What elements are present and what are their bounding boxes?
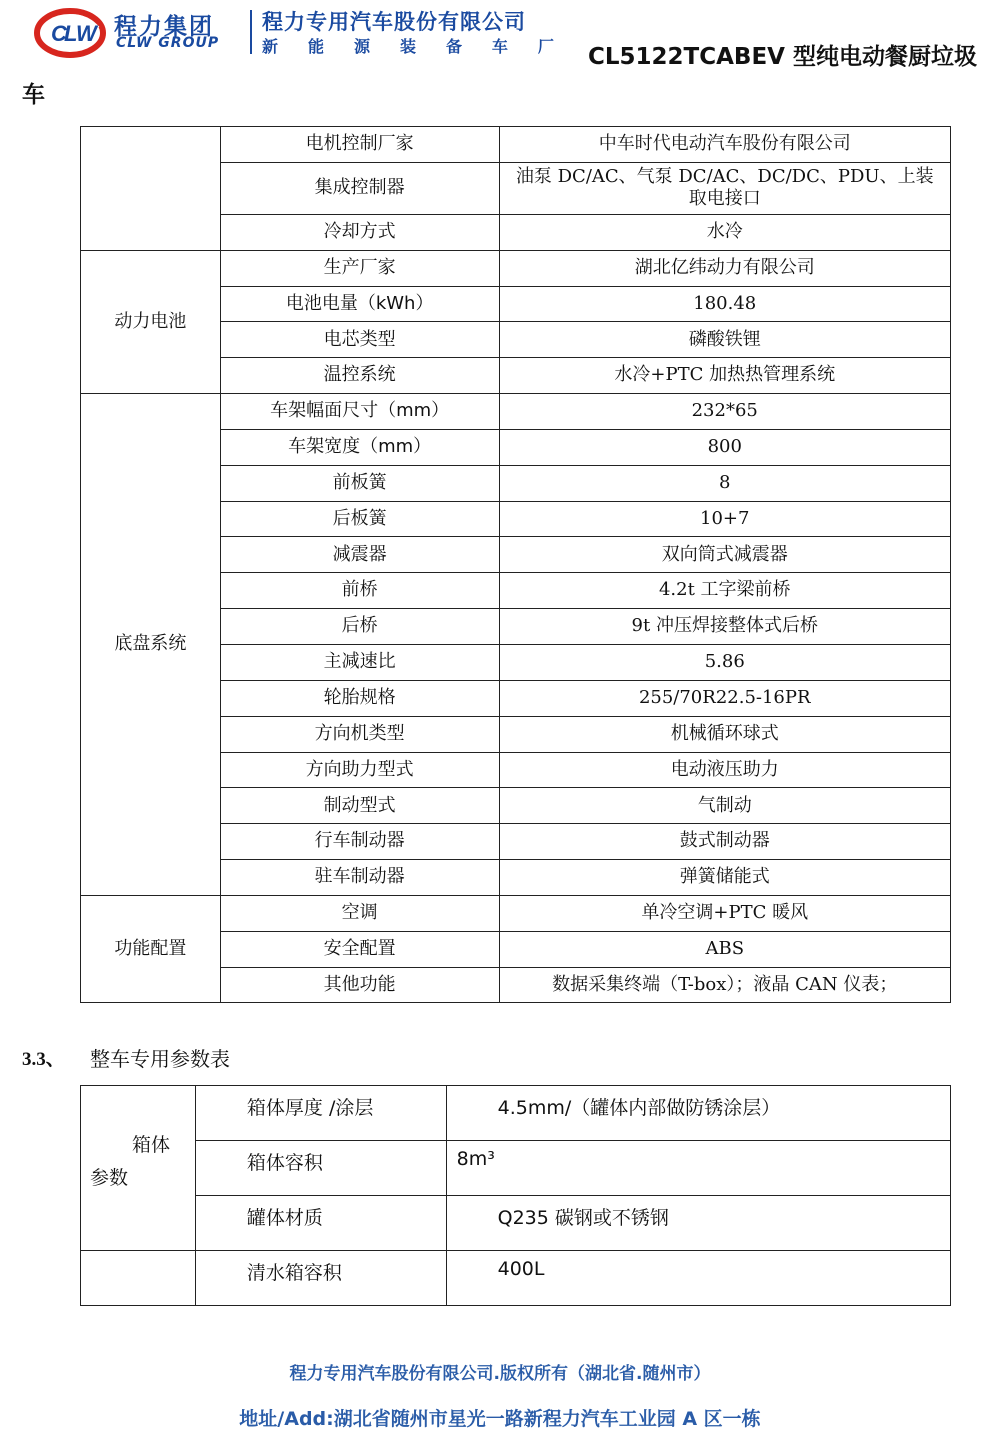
- category-cell-empty: [81, 1251, 196, 1306]
- spec-value: 水冷+PTC 加热热管理系统: [499, 358, 951, 394]
- category-cell-body: [81, 1086, 196, 1251]
- spec-value: 机械循环球式: [499, 716, 951, 752]
- category-label-line1: 箱体: [132, 1134, 171, 1156]
- spec-value: 湖北亿纬动力有限公司: [499, 250, 951, 286]
- spec-item: 轮胎规格: [220, 680, 499, 716]
- company-name: 程力专用汽车股份有限公司: [262, 10, 526, 34]
- category-label-line2: 参数: [90, 1167, 129, 1190]
- spec-value: 数据采集终端（T-box）；液晶 CAN 仪表；: [499, 967, 951, 1003]
- section-title: 整车专用参数表: [90, 1047, 230, 1071]
- category-cell-features: 功能配置: [81, 895, 221, 1003]
- spec-value: 弹簧储能式: [499, 860, 951, 896]
- spec-item: 后板簧: [220, 501, 499, 537]
- spec-item: 方向助力型式: [220, 752, 499, 788]
- spec-value: ABS: [499, 931, 951, 967]
- category-cell-chassis: 底盘系统: [81, 394, 221, 896]
- spec-item: 电池电量（kWh）: [220, 286, 499, 322]
- header-divider: [250, 10, 252, 54]
- spec-item: 前桥: [220, 573, 499, 609]
- param-item: 箱体容积: [195, 1141, 446, 1196]
- param-value: Q235 碳钢或不锈钢: [446, 1196, 950, 1251]
- footer-address: 地址/Add:湖北省随州市星光一路新程力汽车工业园 A 区一栋: [239, 1408, 761, 1430]
- spec-item: 电芯类型: [220, 322, 499, 358]
- company-subtitle-char: 能: [307, 37, 324, 56]
- table-row: [81, 895, 951, 931]
- spec-value: 8: [499, 465, 951, 501]
- table-row: [81, 394, 951, 430]
- company-subtitle-char: 装: [399, 37, 416, 56]
- spec-item: 其他功能: [220, 967, 499, 1003]
- document-title: CL5122TCABEV 型纯电动餐厨垃圾: [588, 44, 977, 70]
- footer-copyright: 程力专用汽车股份有限公司.版权所有（湖北省.随州市）: [289, 1364, 711, 1384]
- spec-item: 温控系统: [220, 358, 499, 394]
- param-item: 箱体厚度 /涂层: [195, 1086, 446, 1141]
- param-item: 清水箱容积: [195, 1251, 446, 1306]
- table-row: [81, 1251, 951, 1306]
- company-subtitle-char: 备: [445, 37, 462, 56]
- table-row: [81, 1086, 951, 1141]
- spec-value: 气制动: [499, 788, 951, 824]
- spec-item: 方向机类型: [220, 716, 499, 752]
- section-number: 3.3、: [22, 1049, 65, 1070]
- spec-value: 中车时代电动汽车股份有限公司: [499, 127, 951, 163]
- company-subtitle: [262, 34, 554, 57]
- spec-item: 冷却方式: [220, 214, 499, 250]
- spec-value: 水冷: [499, 214, 951, 250]
- company-subtitle-char: 源: [353, 37, 370, 56]
- spec-item: 电机控制厂家: [220, 127, 499, 163]
- spec-value: 255/70R22.5-16PR: [499, 680, 951, 716]
- spec-item: 空调: [220, 895, 499, 931]
- spec-item: 主减速比: [220, 644, 499, 680]
- spec-value: 9t 冲压焊接整体式后桥: [499, 609, 951, 645]
- spec-value: 4.2t 工字梁前桥: [499, 573, 951, 609]
- spec-value: 双向筒式减震器: [499, 537, 951, 573]
- spec-value: 180.48: [499, 286, 951, 322]
- param-value: 8m³: [446, 1141, 950, 1196]
- category-cell-motor: [81, 127, 221, 251]
- spec-item: 减震器: [220, 537, 499, 573]
- table-row: [81, 1196, 951, 1251]
- spec-item: 安全配置: [220, 931, 499, 967]
- company-subtitle-char: 新: [262, 37, 279, 56]
- param-item: 罐体材质: [195, 1196, 446, 1251]
- document-title-continued: 车: [22, 82, 45, 108]
- spec-item: 行车制动器: [220, 824, 499, 860]
- spec-value: 10+7: [499, 501, 951, 537]
- svg-text:C: C: [51, 21, 67, 46]
- svg-text:W: W: [76, 21, 97, 46]
- spec-item: 后桥: [220, 609, 499, 645]
- company-subtitle-char: 车: [491, 37, 508, 56]
- spec-value: 5.86: [499, 644, 951, 680]
- spec-item: 生产厂家: [220, 250, 499, 286]
- spec-item: 集成控制器: [220, 162, 499, 214]
- spec-value: 800: [499, 429, 951, 465]
- spec-value: 电动液压助力: [499, 752, 951, 788]
- param-value: 4.5mm/（罐体内部做防锈涂层）: [446, 1086, 950, 1141]
- spec-item: 驻车制动器: [220, 860, 499, 896]
- spec-item: 车架幅面尺寸（mm）: [220, 394, 499, 430]
- body-param-table: [80, 1085, 951, 1306]
- table-row: [81, 250, 951, 286]
- brand-name-en: CLW GROUP: [116, 35, 220, 51]
- clw-logo-icon: [34, 8, 106, 58]
- spec-value: 232*65: [499, 394, 951, 430]
- param-value: 400L: [446, 1251, 950, 1306]
- table-row: [81, 127, 951, 163]
- spec-item: 制动型式: [220, 788, 499, 824]
- company-subtitle-char: 厂: [537, 37, 554, 56]
- spec-item: 车架宽度（mm）: [220, 429, 499, 465]
- spec-value: 单冷空调+PTC 暖风: [499, 895, 951, 931]
- spec-value: 油泵 DC/AC、气泵 DC/AC、DC/DC、PDU、上装取电接口: [499, 162, 951, 214]
- brand-name-cn: 程力集团: [114, 14, 214, 40]
- spec-value: 鼓式制动器: [499, 824, 951, 860]
- spec-table: [80, 126, 951, 1003]
- spec-item: 前板簧: [220, 465, 499, 501]
- table-row: [81, 1141, 951, 1196]
- svg-text:L: L: [64, 21, 78, 46]
- spec-value: 磷酸铁锂: [499, 322, 951, 358]
- category-cell-battery: 动力电池: [81, 250, 221, 393]
